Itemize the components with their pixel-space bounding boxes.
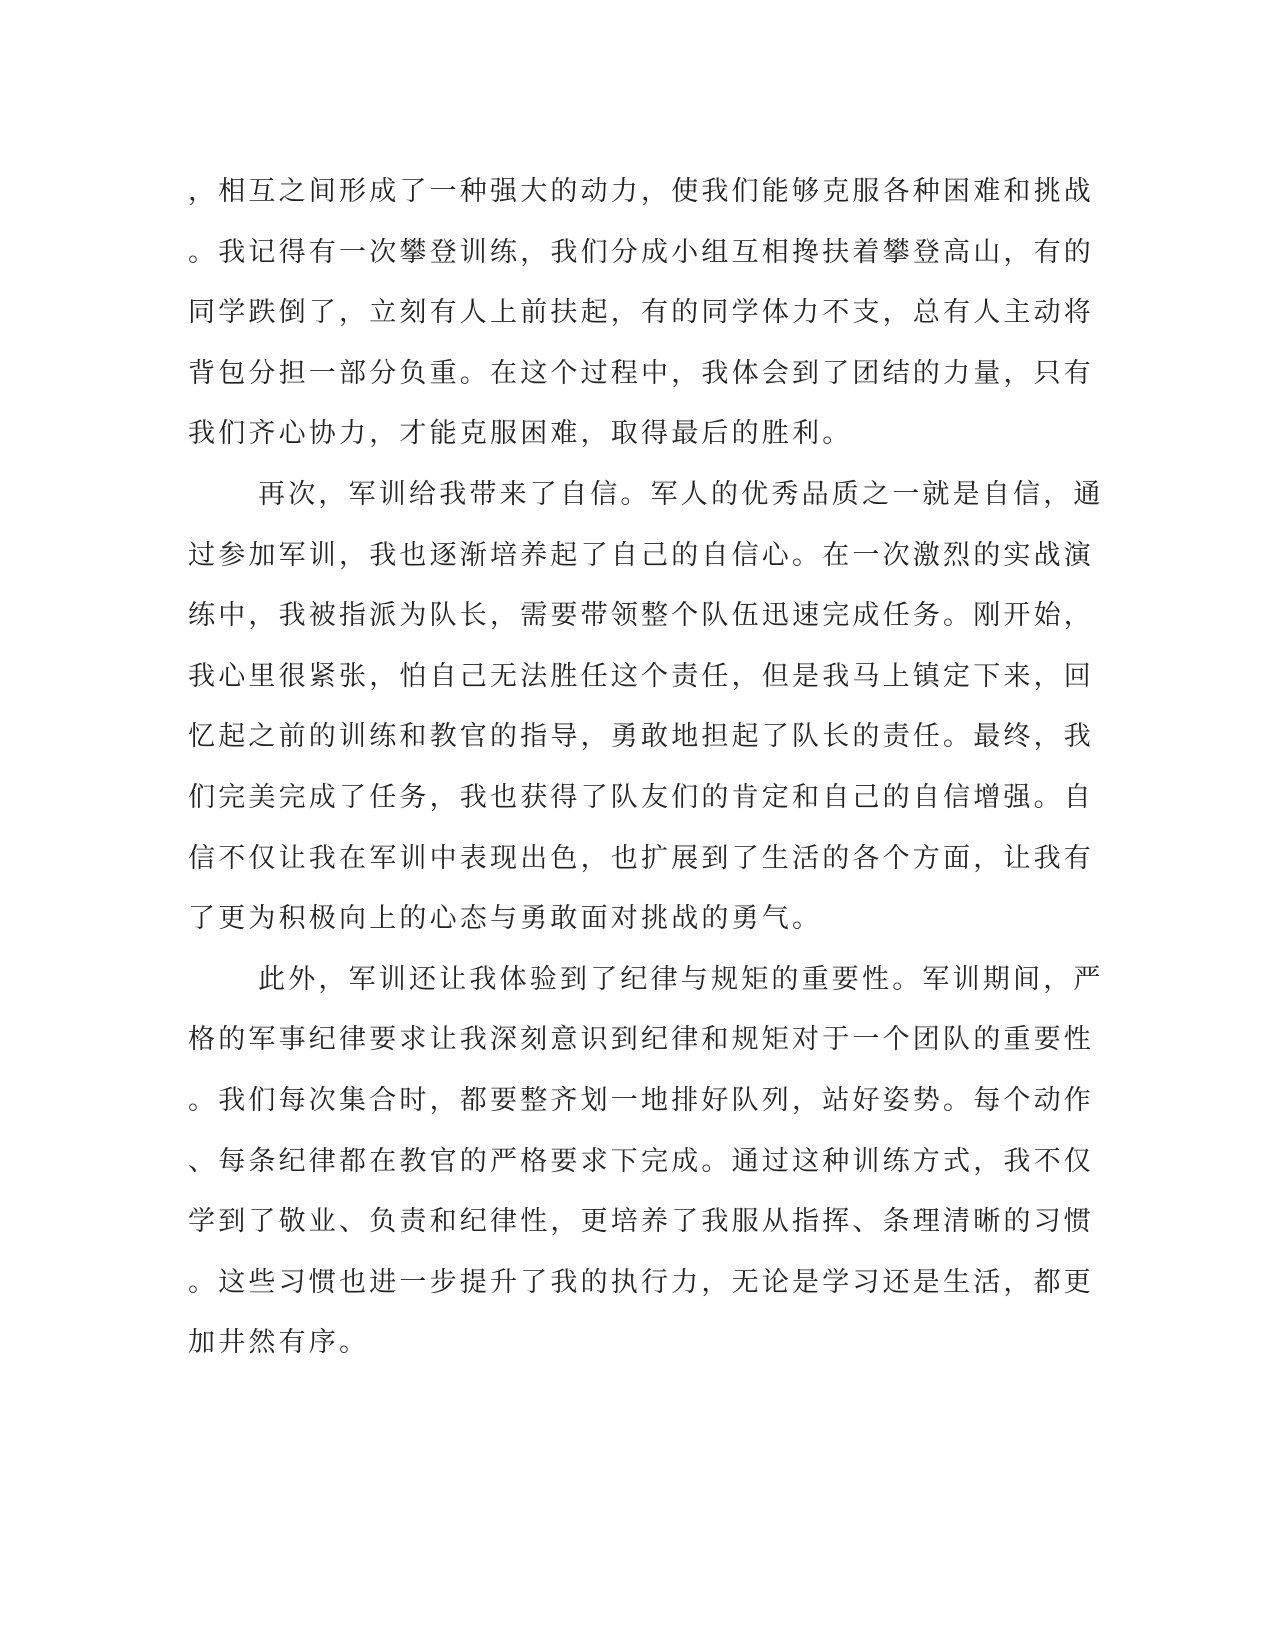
text-line: 我们齐心协力，才能克服困难，取得最后的胜利。 — [188, 418, 853, 450]
text-line: 加井然有序。 — [188, 1327, 370, 1359]
text-line: 练中，我被指派为队长，需要带领整个队伍迅速完成任务。刚开始， — [188, 600, 1094, 632]
text-line: 。我们每次集合时，都要整齐划一地排好队列，站好姿势。每个动作 — [188, 1084, 1094, 1116]
text-line: 背包分担一部分负重。在这个过程中，我体会到了团结的力量，只有 — [188, 357, 1094, 389]
text-line: 了更为积极向上的心态与勇敢面对挑战的勇气。 — [188, 903, 823, 935]
text-line: ，相互之间形成了一种强大的动力，使我们能够克服各种困难和挑战 — [188, 176, 1094, 207]
text-line: 忆起之前的训练和教官的指导，勇敢地担起了队长的责任。最终，我 — [188, 721, 1094, 753]
text-line: 们完美完成了任务，我也获得了队友们的肯定和自己的自信增强。自 — [188, 781, 1094, 813]
text-line: 、每条纪律都在教官的严格要求下完成。通过这种训练方式，我不仅 — [188, 1145, 1094, 1177]
text-line: 格的军事纪律要求让我深刻意识到纪律和规矩对于一个团队的重要性 — [188, 1024, 1094, 1056]
text-line: 。我记得有一次攀登训练，我们分成小组互相搀扶着攀登高山，有的 — [188, 236, 1094, 268]
text-line: 我心里很紧张，怕自己无法胜任这个责任，但是我马上镇定下来，回 — [188, 660, 1094, 692]
paragraph-start-line: 此外，军训还让我体验到了纪律与规矩的重要性。军训期间，严 — [258, 963, 1104, 995]
text-line: 学到了敬业、负责和纪律性，更培养了我服从指挥、条理清晰的习惯 — [188, 1206, 1094, 1238]
body-text — [188, 162, 1104, 1374]
text-line: 。这些习惯也进一步提升了我的执行力，无论是学习还是生活，都更 — [188, 1266, 1094, 1298]
text-line: 同学跌倒了，立刻有人上前扶起，有的同学体力不支，总有人主动将 — [188, 297, 1094, 329]
paragraph-start-line: 再次，军训给我带来了自信。军人的优秀品质之一就是自信，通 — [258, 478, 1104, 510]
text-line: 信不仅让我在军训中表现出色，也扩展到了生活的各个方面，让我有 — [188, 842, 1094, 874]
text-line: 过参加军训，我也逐渐培养起了自己的自信心。在一次激烈的实战演 — [188, 539, 1094, 571]
